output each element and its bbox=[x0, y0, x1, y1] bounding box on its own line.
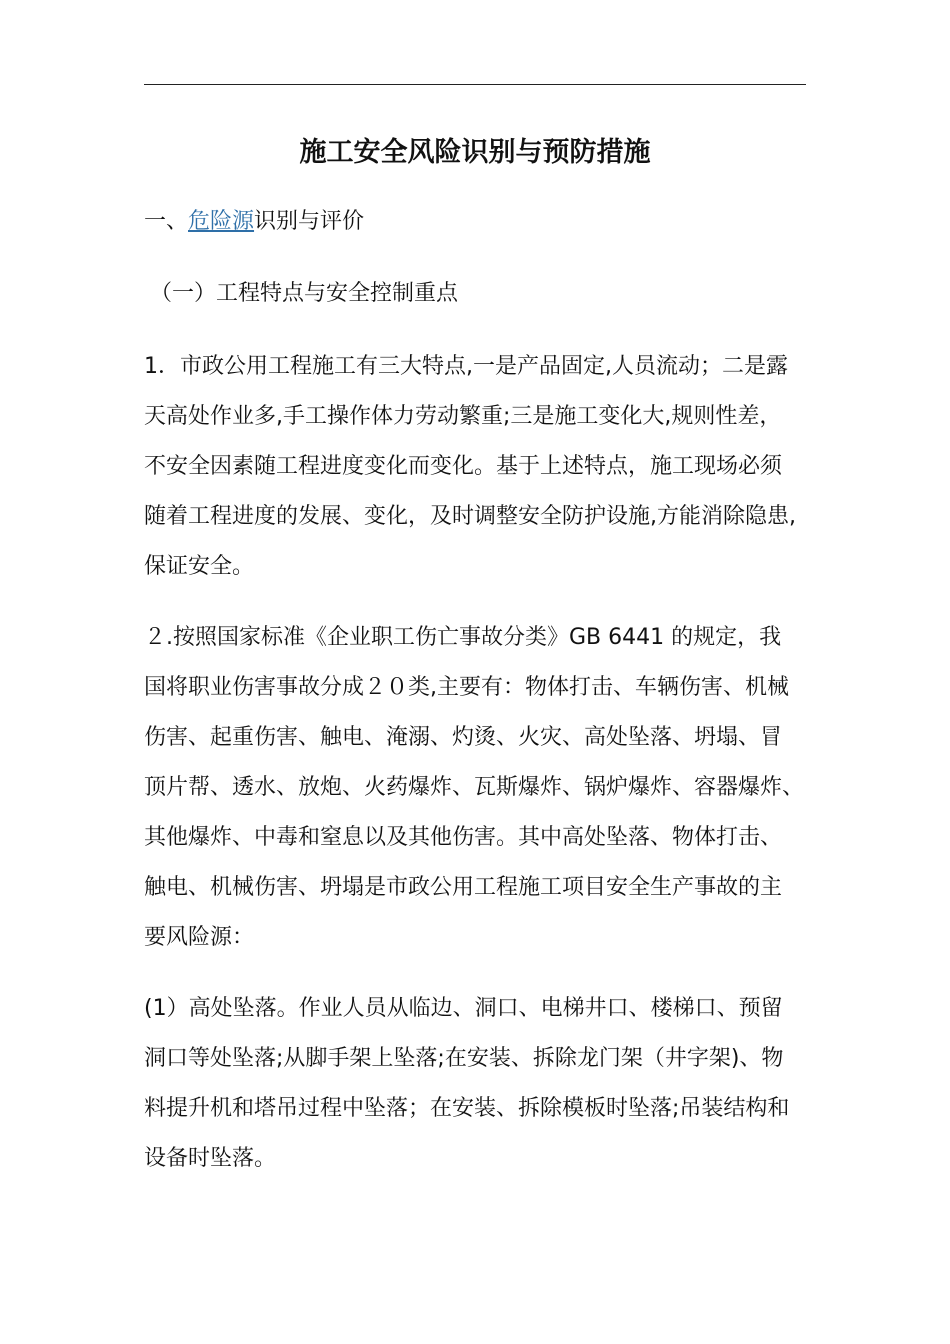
section-heading-suffix: 识别与评价 bbox=[254, 209, 365, 234]
hazard-source-link[interactable]: 危险源 bbox=[188, 209, 255, 234]
paragraph-3-line: 料提升机和塔吊过程中坠落；在安装、拆除模板时坠落;吊装结构和 bbox=[144, 1096, 790, 1121]
paragraph-1-line: 天高处作业多,手工操作体力劳动繁重;三是施工变化大,规则性差， bbox=[144, 404, 782, 429]
paragraph-1-line: 保证安全。 bbox=[144, 554, 255, 579]
paragraph-2-line: 触电、机械伤害、坍塌是市政公用工程施工项目安全生产事故的主 bbox=[144, 875, 783, 900]
paragraph-1-line: 不安全因素随工程进度变化而变化。基于上述特点，施工现场必须 bbox=[144, 454, 783, 479]
paragraph-2-line: 要风险源： bbox=[144, 925, 255, 950]
section-heading bbox=[144, 206, 364, 238]
section-heading-prefix: 一、 bbox=[144, 209, 189, 234]
paragraph-2-line: 顶片帮、透水、放炮、火药爆炸、瓦斯爆炸、锅炉爆炸、容器爆炸、 bbox=[144, 775, 805, 800]
paragraph-1-line: 1．市政公用工程施工有三大特点,一是产品固定,人员流动；二是露 bbox=[144, 354, 788, 379]
header-rule bbox=[144, 84, 806, 85]
paragraph-1-line: 随着工程进度的发展、变化，及时调整安全防护设施,方能消除隐患, bbox=[144, 504, 796, 529]
paragraph-2-line: 伤害、起重伤害、触电、淹溺、灼烫、火灾、高处坠落、坍塌、冒 bbox=[144, 725, 783, 750]
paragraph-3-line: 设备时坠落。 bbox=[144, 1146, 277, 1171]
paragraph-2-line: 其他爆炸、中毒和窒息以及其他伤害。其中高处坠落、物体打击、 bbox=[144, 825, 783, 850]
subsection-heading: （一）工程特点与安全控制重点 bbox=[150, 281, 459, 306]
paragraph-2-line: ２.按照国家标准《企业职工伤亡事故分类》GB 6441 的规定，我 bbox=[144, 625, 782, 650]
paragraph-2-line: 国将职业伤害事故分成２０类,主要有：物体打击、车辆伤害、机械 bbox=[144, 675, 789, 700]
document-title: 施工安全风险识别与预防措施 bbox=[299, 137, 651, 168]
paragraph-3-line: 洞口等处坠落;从脚手架上坠落;在安装、拆除龙门架（井字架)、物 bbox=[144, 1046, 784, 1071]
paragraph-3-line: (1）高处坠落。作业人员从临边、洞口、电梯井口、楼梯口、预留 bbox=[144, 996, 783, 1021]
